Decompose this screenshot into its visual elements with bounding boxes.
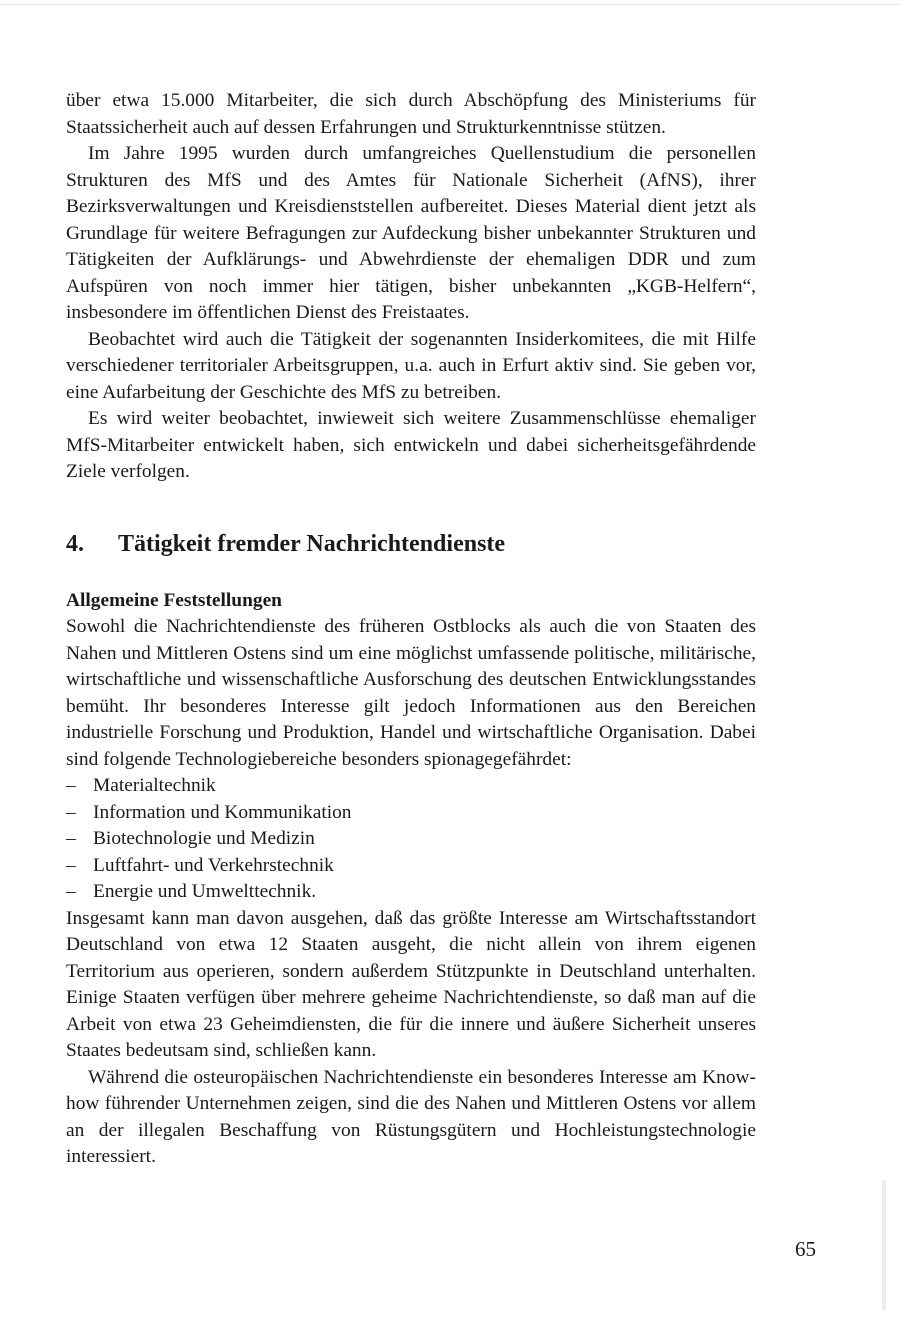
page-body <box>66 88 756 1171</box>
page-number: 65 <box>795 1237 816 1261</box>
scan-top-edge <box>0 4 900 5</box>
list-item <box>66 826 756 853</box>
list-item-text: Energie und Umwelttechnik. <box>93 881 317 902</box>
section-heading <box>66 529 756 559</box>
list-dash: – <box>66 881 76 902</box>
list-dash: – <box>66 854 76 876</box>
list-item <box>66 773 756 800</box>
subheading: Allgemeine Feststellungen <box>66 589 282 611</box>
section-title: Tätigkeit fremder Nachrichtendienste <box>118 530 506 557</box>
section-number: 4. <box>66 530 84 557</box>
paragraph-continuation: über etwa 15.000 Mitarbeiter, die sich durch Abschöpfung des Ministeriums für Staatssicherheit auch auf dessen Erfahrungen und Strukturkenntnisse stützen. <box>66 90 756 138</box>
list-dash: – <box>66 801 76 823</box>
paragraph-mfs-associations: Es wird weiter beobachtet, inwieweit sich weitere Zusammenschlüsse ehemaliger MfS-Mitarbeiter entwickelt haben, sich entwickeln und dabei sicherheitsgefährdende Ziele verfolgen. <box>66 408 756 482</box>
list-dash: – <box>66 775 76 796</box>
list-item <box>66 853 756 880</box>
list-item-text: Information und Kommunikation <box>93 801 352 823</box>
paragraph-intro: Sowohl die Nachrichtendienste des früheren Ostblocks als auch die von Staaten des Nahen und Mittleren Ostens sind um eine möglichst umfassende politische, militärische, wirtschaftliche und wissenschaftliche Ausforschung des deutschen Entwicklungsstandes bemüht. Ihr besonderes Interesse gilt jedoch Informationen aus den Bereichen industrielle Forschung und Produktion, Handel und wirtschaftliche Organisation. Dabei sind folgende Technologiebereiche besonders spionagegefährdet: <box>66 616 756 770</box>
list-item <box>66 800 756 827</box>
paragraph-final: Während die osteuropäischen Nachrichtendienste ein besonderes Interesse am Know-how führender Unternehmen zeigen, sind die des Nahen und Mittleren Ostens vor allem an der illegalen Beschaffung von Rüstungsgütern und Hochleistungstechnologie interessiert. <box>66 1066 756 1167</box>
paragraph-afns-structures: Im Jahre 1995 wurden durch umfangreiches Quellenstudium die personellen Strukturen des MfS und des Amtes für Nationale Sicherheit (AfNS), ihrer Bezirksverwaltungen und Kreisdienststellen aufbereitet. Dieses Material dient jetzt als Grundlage für weitere Befragungen zur Aufdeckung bisher unbekannter Strukturen und Tätigkeiten der Aufklärungs- und Abwehrdienste der ehemaligen DDR und zum Aufspüren von noch immer hier tätigen, bisher unbekannten „KGB-Helfern“, insbesondere im öffentlichen Dienst des Freistaates. <box>66 143 756 323</box>
list-item-text: Biotechnologie und Medizin <box>93 828 315 849</box>
paragraph-insiderkomitees: Beobachtet wird auch die Tätigkeit der sogenannten Insiderkomitees, die mit Hilfe verschiedener territorialer Arbeitsgruppen, u.a. auch in Erfurt aktiv sind. Sie geben vor, eine Aufarbeitung der Geschichte des MfS zu betreiben. <box>66 328 756 403</box>
list-dash: – <box>66 828 76 849</box>
scan-right-edge <box>882 1180 886 1310</box>
list-item <box>66 879 756 906</box>
list-item-text: Luftfahrt- und Verkehrstechnik <box>93 854 334 876</box>
technology-list <box>66 773 756 906</box>
paragraph-after-list: Insgesamt kann man davon ausgehen, daß das größte Interesse am Wirtschaftsstandort Deutschland von etwa 12 Staaten ausgeht, die nicht allein von ihrem eigenen Territorium aus operieren, sondern außerdem Stützpunkte in Deutschland unterhalten. Einige Staaten verfügen über mehrere geheime Nachrichtendienste, so daß man auf die Arbeit von etwa 23 Geheimdiensten, die für die innere und äußere Sicherheit unseres Staates bedeutsam sind, schließen kann. <box>66 907 756 1061</box>
list-item-text: Materialtechnik <box>93 775 216 796</box>
